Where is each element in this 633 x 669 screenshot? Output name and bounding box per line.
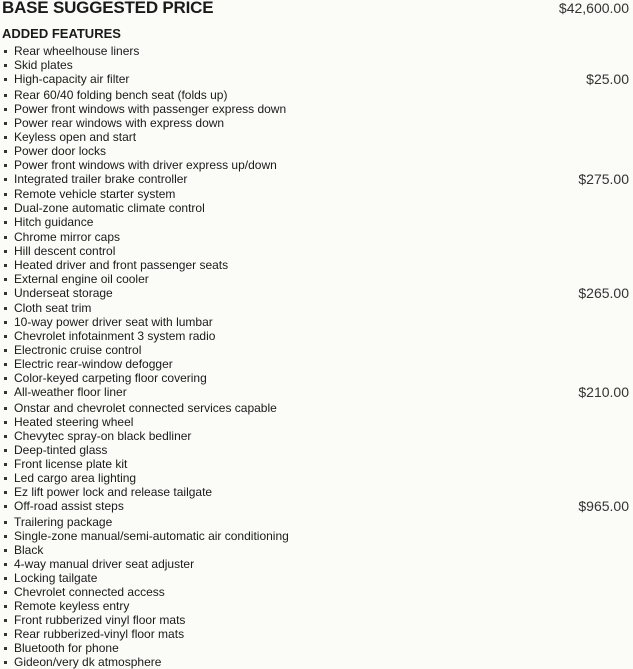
feature-label: Skid plates	[14, 58, 73, 73]
bullet-icon	[4, 193, 7, 196]
feature-label: Gideon/very dk atmosphere	[14, 655, 162, 669]
feature-label: Locking tailgate	[14, 571, 98, 585]
bullet-icon	[4, 108, 7, 111]
feature-item	[0, 357, 633, 371]
feature-label: Chevytec spray-on black bedliner	[14, 429, 192, 444]
bullet-icon	[4, 421, 7, 424]
bullet-icon	[4, 535, 7, 538]
bullet-icon	[4, 391, 7, 394]
bullet-icon	[4, 477, 7, 480]
feature-label: Off-road assist steps	[14, 499, 124, 514]
feature-item	[0, 130, 633, 144]
feature-item	[0, 599, 633, 613]
feature-item	[0, 329, 633, 343]
feature-label: Chevrolet infotainment 3 system radio	[14, 329, 216, 344]
feature-item	[0, 415, 633, 429]
feature-item	[0, 102, 633, 116]
bullet-icon	[4, 349, 7, 352]
bullet-icon	[4, 207, 7, 210]
bullet-icon	[4, 264, 7, 267]
feature-item	[0, 258, 633, 272]
feature-item	[0, 88, 633, 102]
feature-item	[0, 515, 633, 529]
bullet-icon	[4, 505, 7, 508]
base-price-value: $42,600.00	[558, 0, 629, 16]
bullet-icon	[4, 335, 7, 338]
feature-label: Power front windows with driver express up/down	[14, 157, 277, 172]
feature-item	[0, 499, 633, 515]
feature-label: Keyless open and start	[14, 129, 137, 144]
bullet-icon	[4, 250, 7, 253]
feature-label: Hitch guidance	[14, 215, 94, 230]
feature-label: Single-zone manual/semi-automatic air conditioning	[14, 528, 289, 543]
bullet-icon	[4, 605, 7, 608]
feature-item	[0, 201, 633, 215]
feature-item	[0, 401, 633, 415]
bullet-icon	[4, 307, 7, 310]
bullet-icon	[4, 50, 7, 53]
feature-item	[0, 457, 633, 471]
bullet-icon	[4, 435, 7, 438]
feature-price: $275.00	[578, 170, 629, 187]
bullet-icon	[4, 363, 7, 366]
feature-label: Rear wheelhouse liners	[14, 44, 140, 58]
feature-item	[0, 158, 633, 172]
feature-label: Remote keyless entry	[14, 599, 130, 614]
feature-label: Black	[14, 542, 44, 557]
feature-label: Deep-tinted glass	[14, 443, 108, 458]
bullet-icon	[4, 491, 7, 494]
feature-item	[0, 315, 633, 329]
feature-label: Cloth seat trim	[14, 301, 92, 316]
bullet-icon	[4, 164, 7, 167]
feature-label: Heated steering wheel	[14, 415, 134, 430]
feature-label: External engine oil cooler	[14, 271, 149, 286]
bullet-icon	[4, 321, 7, 324]
feature-label: Rear 60/40 folding bench seat (folds up)	[14, 87, 228, 102]
bullet-icon	[4, 647, 7, 650]
bullet-icon	[4, 633, 7, 636]
bullet-icon	[4, 136, 7, 139]
feature-label: Power rear windows with express down	[14, 115, 225, 130]
feature-price: $210.00	[578, 384, 629, 401]
feature-item	[0, 172, 633, 188]
feature-label: Front license plate kit	[14, 457, 128, 472]
bullet-icon	[4, 563, 7, 566]
feature-item	[0, 613, 633, 627]
bullet-icon	[4, 278, 7, 281]
bullet-icon	[4, 221, 7, 224]
feature-item	[0, 543, 633, 557]
feature-label: Underseat storage	[14, 285, 113, 300]
feature-label: Bluetooth for phone	[14, 641, 119, 656]
feature-item	[0, 571, 633, 585]
feature-item	[0, 429, 633, 443]
feature-item	[0, 627, 633, 641]
bullet-icon	[4, 521, 7, 524]
bullet-icon	[4, 292, 7, 295]
feature-label: Ez lift power lock and release tailgate	[14, 485, 213, 500]
feature-label: 4-way manual driver seat adjuster	[14, 556, 195, 571]
feature-label: All-weather floor liner	[14, 385, 127, 400]
feature-label: Rear rubberized-vinyl floor mats	[14, 627, 185, 642]
bullet-icon	[4, 549, 7, 552]
bullet-icon	[4, 577, 7, 580]
feature-item	[0, 485, 633, 499]
feature-label: Dual-zone automatic climate control	[14, 201, 205, 216]
feature-item	[0, 215, 633, 229]
feature-item	[0, 641, 633, 655]
feature-label: Remote vehicle starter system	[14, 187, 176, 202]
feature-item	[0, 385, 633, 401]
feature-item	[0, 72, 633, 88]
feature-label: Integrated trailer brake controller	[14, 171, 188, 186]
feature-label: 10-way power driver seat with lumbar	[14, 315, 213, 330]
feature-label: Power door locks	[14, 143, 107, 158]
feature-label: Power front windows with passenger express down	[14, 101, 287, 116]
base-price-title: BASE SUGGESTED PRICE	[2, 0, 214, 17]
feature-item	[0, 557, 633, 571]
feature-item	[0, 44, 633, 58]
bullet-icon	[4, 591, 7, 594]
feature-label: High-capacity air filter	[14, 72, 130, 87]
feature-item	[0, 58, 633, 72]
feature-item	[0, 272, 633, 286]
feature-item	[0, 187, 633, 201]
feature-label: Chrome mirror caps	[14, 229, 121, 244]
feature-label: Color-keyed carpeting floor covering	[14, 371, 207, 386]
added-features-title: ADDED FEATURES	[2, 26, 121, 41]
feature-item	[0, 244, 633, 258]
bullet-icon	[4, 407, 7, 410]
feature-label: Electronic cruise control	[14, 343, 142, 358]
feature-label: Front rubberized vinyl floor mats	[14, 613, 186, 628]
feature-item	[0, 343, 633, 357]
feature-label: Heated driver and front passenger seats	[14, 257, 229, 272]
bullet-icon	[4, 94, 7, 97]
feature-item	[0, 230, 633, 244]
feature-item	[0, 144, 633, 158]
bullet-icon	[4, 619, 7, 622]
feature-item	[0, 529, 633, 543]
bullet-icon	[4, 178, 7, 181]
feature-item	[0, 116, 633, 130]
bullet-icon	[4, 377, 7, 380]
feature-item	[0, 471, 633, 485]
feature-item	[0, 655, 633, 669]
bullet-icon	[4, 236, 7, 239]
feature-price: $25.00	[586, 71, 629, 88]
feature-label: Led cargo area lighting	[14, 471, 137, 486]
feature-item	[0, 286, 633, 302]
bullet-icon	[4, 661, 7, 664]
bullet-icon	[4, 449, 7, 452]
feature-label: Hill descent control	[14, 243, 116, 258]
feature-price: $265.00	[578, 284, 629, 301]
bullet-icon	[4, 150, 7, 153]
bullet-icon	[4, 78, 7, 81]
feature-item	[0, 585, 633, 599]
bullet-icon	[4, 122, 7, 125]
feature-label: Electric rear-window defogger	[14, 357, 173, 372]
feature-item	[0, 371, 633, 385]
features-list	[0, 44, 633, 669]
bullet-icon	[4, 64, 7, 67]
feature-item	[0, 301, 633, 315]
feature-item	[0, 443, 633, 457]
bullet-icon	[4, 463, 7, 466]
feature-label: Chevrolet connected access	[14, 585, 165, 600]
feature-label: Onstar and chevrolet connected services capable	[14, 400, 277, 415]
feature-label: Trailering package	[14, 514, 113, 529]
feature-price: $965.00	[578, 498, 629, 515]
